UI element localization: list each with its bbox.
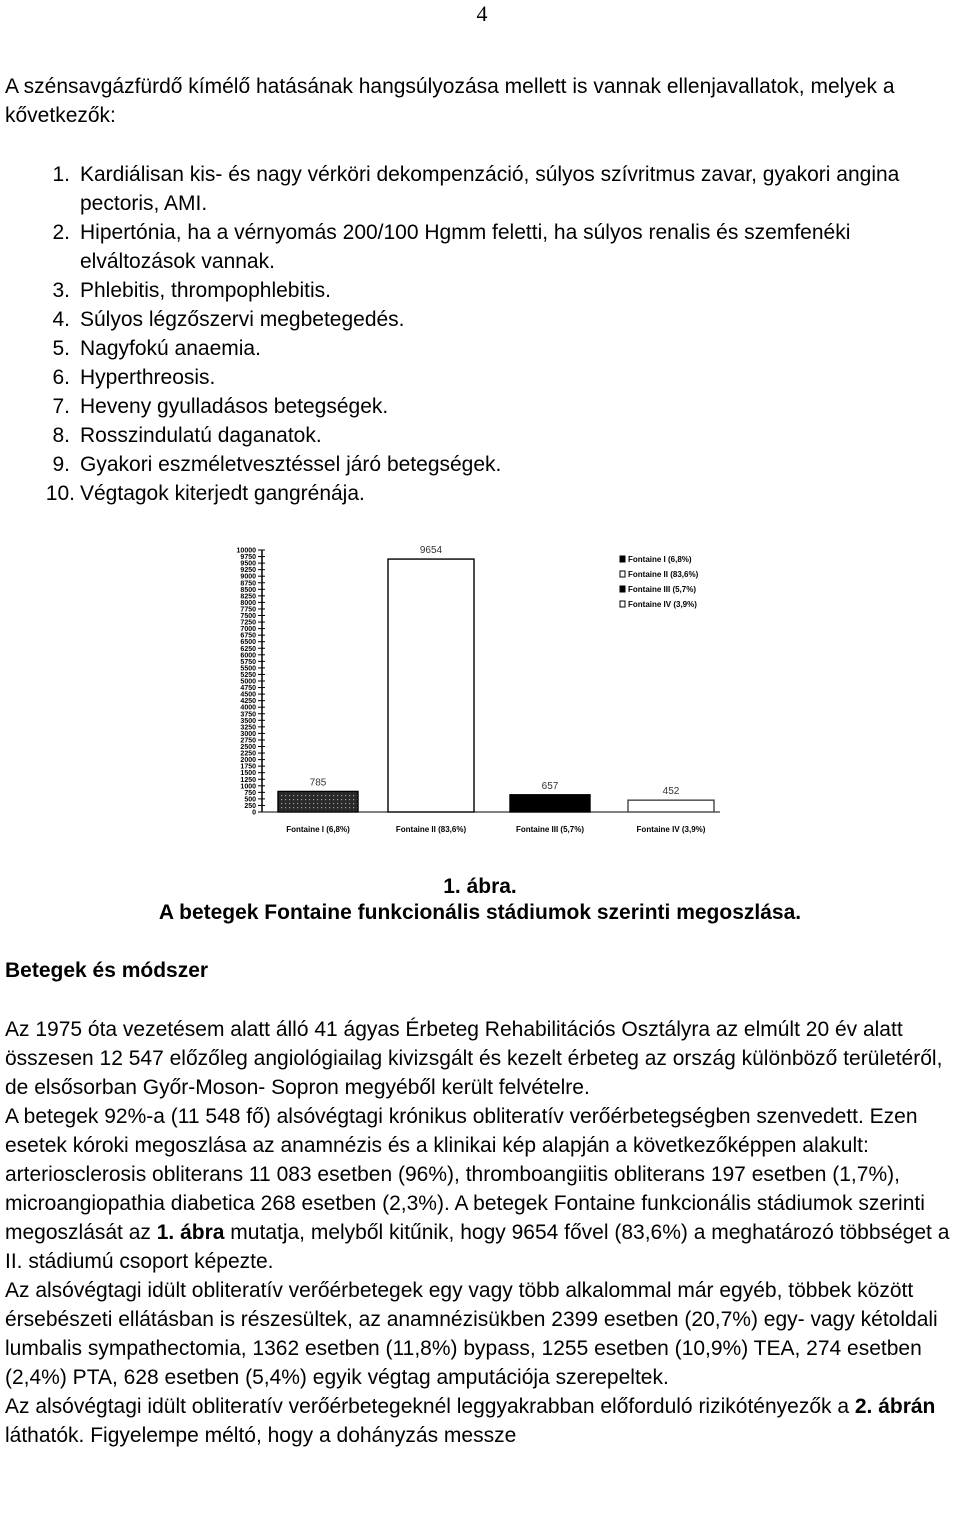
legend-label: Fontaine II (83,6%) (628, 570, 699, 579)
bar (388, 559, 474, 812)
y-tick-label: 10000 (236, 547, 256, 555)
list-item (0, 276, 950, 305)
y-tick-label: 3500 (240, 717, 256, 725)
y-tick-label: 7250 (240, 619, 256, 627)
figure-number: 1. ábra. (443, 875, 517, 898)
y-tick-label: 8000 (240, 599, 256, 607)
paragraph-text: láthatók. Figyelempe méltó, hogy a dohányzás messze (5, 1424, 517, 1447)
y-tick-label: 8250 (240, 593, 256, 601)
y-tick-label: 6250 (240, 645, 256, 653)
list-text: Heveny gyulladásos betegségek. (80, 395, 389, 418)
list-number: 6. (52, 366, 70, 389)
y-tick-label: 3000 (240, 730, 256, 738)
paragraph-text: A betegek 92%-a (11 548 fő) alsóvégtagi krónikus obliteratív verőérbetegségben szenvedett. Ezen esetek kóroki megoszlása az anamnézis és a klinikai kép alapján a következőképpen alakult: arteriosclerosis obliterans 11 083 esetben (96%), thromboangiitis obliterans 197 esetben (1,7%), microangiopathia diabetica 268 esetben (2,3%). A betegek Fontaine funkcionális stádiumok szerinti megoszlását az (5, 1105, 925, 1244)
y-tick-label: 5250 (240, 671, 256, 679)
y-tick-label: 9000 (240, 573, 256, 581)
legend-swatch (620, 571, 625, 577)
y-tick-label: 250 (244, 802, 256, 810)
legend-label: Fontaine IV (3,9%) (628, 600, 697, 609)
list-text: Kardiálisan kis- és nagy vérköri dekompenzáció, súlyos szívritmus zavar, gyakori angina pectoris, AMI. (80, 163, 900, 215)
y-tick-label: 4000 (240, 704, 256, 712)
list-item (0, 334, 950, 363)
list-number: 4. (52, 308, 70, 331)
legend-label: Fontaine III (5,7%) (628, 585, 697, 594)
y-tick-label: 1000 (240, 783, 256, 791)
x-tick-label: Fontaine I (6,8%) (286, 825, 350, 834)
y-tick-label: 2500 (240, 744, 256, 751)
y-tick-label: 3250 (240, 724, 256, 732)
y-tick-label: 8500 (240, 586, 256, 594)
x-tick-label: Fontaine II (83,6%) (395, 825, 467, 834)
list-item (0, 363, 950, 392)
list-text: Rosszindulatú daganatok. (80, 424, 322, 447)
y-tick-label: 750 (244, 789, 256, 797)
y-tick-label: 4250 (240, 698, 256, 706)
y-tick-label: 500 (244, 796, 256, 804)
bar (628, 800, 714, 812)
y-tick-label: 1750 (240, 763, 256, 771)
chart-svg (220, 530, 960, 850)
legend-swatch (620, 586, 625, 592)
figure-reference: 2. ábrán (854, 1395, 936, 1418)
y-tick-label: 2250 (240, 750, 256, 758)
paragraph-text: Az alsóvégtagi idült obliteratív verőérbetegeknél leggyakrabban előforduló rizikótényezők a (5, 1395, 855, 1418)
list-number: 3. (52, 279, 70, 302)
paragraph-text: mutatja, melyből kitűnik, hogy 9654 fővel (83,6%) a meghatározó többséget a II. stádiumú csoport képezte. (5, 1221, 950, 1273)
list-text: Súlyos légzőszervi megbetegedés. (80, 308, 405, 331)
bar (278, 791, 358, 812)
y-tick-label: 6500 (240, 639, 256, 647)
list-item (0, 421, 950, 450)
data-label: 452 (662, 786, 680, 798)
y-tick-label: 3750 (240, 711, 256, 719)
data-label: 657 (541, 780, 559, 792)
y-tick-label: 2000 (240, 757, 256, 765)
y-tick-label: 0 (252, 809, 256, 817)
y-tick-label: 5750 (240, 658, 256, 666)
paragraph: Az 1975 óta vezetésem alatt álló 41 ágyas Érbeteg Rehabilitációs Osztályra az elmúlt 20 év alatt összesen 12 547 előzőleg angiológiailag kivizsgált és kezelt érbeteg az ország különböző területéről, de elsősorban Győr-Moson- Sopron megyéből került felvételre. (5, 1018, 943, 1099)
list-item (0, 305, 950, 334)
list-item (0, 218, 950, 276)
list-item (0, 160, 950, 218)
x-tick-label: Fontaine IV (3,9%) (636, 825, 706, 834)
list-text: Hipertónia, ha a vérnyomás 200/100 Hgmm feletti, ha súlyos renalis és szemfenéki elváltozások vannak. (80, 221, 851, 273)
legend-swatch (620, 556, 625, 562)
list-item (0, 392, 950, 421)
page-number: 4 (476, 1, 488, 26)
list-text: Végtagok kiterjedt gangrénája. (80, 482, 365, 505)
data-label: 785 (309, 777, 327, 789)
list-number: 2. (52, 221, 70, 244)
y-tick-label: 7500 (240, 613, 256, 620)
y-tick-label: 4500 (240, 691, 256, 699)
list-text: Phlebitis, thrompophlebitis. (80, 279, 331, 302)
y-tick-label: 2750 (240, 737, 256, 745)
y-tick-label: 4750 (240, 685, 256, 693)
paragraph (5, 1102, 960, 1276)
list-number: 9. (52, 453, 70, 476)
y-tick-label: 5500 (240, 665, 256, 673)
list-number: 10. (45, 482, 75, 505)
paragraph: Az alsóvégtagi idült obliteratív verőérbetegek egy vagy több alkalommal már egyéb, többek között érsebészeti ellátásban is részesültek, az anamnézisükben 2399 esetben (20,7%) egy- vagy kétoldali lumbalis sympathectomia, 1362 esetben (11,8%) bypass, 1255 esetben (10,9%) TEA, 274 esetben (2,4%) PTA, 628 esetben (5,4%) egyik végtag amputációja szerepeltek. (5, 1279, 938, 1389)
legend-swatch (620, 601, 625, 607)
list-text: Nagyfokú anaemia. (80, 337, 261, 360)
intro-paragraph: A szénsavgázfürdő kímélő hatásának hangsúlyozása mellett is vannak ellenjavallatok, melyek a kővetkezők: (5, 75, 895, 127)
y-tick-label: 9500 (240, 560, 256, 568)
data-label: 9654 (419, 545, 443, 557)
list-number: 5. (52, 337, 70, 360)
y-tick-label: 8750 (240, 580, 256, 588)
list-number: 8. (52, 424, 70, 447)
y-tick-label: 1250 (240, 776, 256, 784)
y-tick-label: 9250 (240, 567, 256, 575)
y-tick-label: 5000 (240, 678, 256, 686)
list-item (0, 479, 950, 508)
figure-caption: A betegek Fontaine funkcionális stádiumok szerinti megoszlása. (158, 901, 802, 924)
list-number: 1. (52, 163, 70, 186)
contraindication-list (0, 160, 950, 508)
legend-label: Fontaine I (6,8%) (628, 555, 692, 564)
y-tick-label: 1500 (240, 770, 256, 778)
list-text: Hyperthreosis. (80, 366, 216, 389)
list-text: Gyakori eszméletvesztéssel járó betegségek. (80, 453, 502, 476)
y-tick-label: 7000 (240, 626, 256, 634)
y-tick-label: 6000 (240, 652, 256, 660)
x-tick-label: Fontaine III (5,7%) (515, 825, 585, 834)
figure-reference: 1. ábra (156, 1221, 225, 1244)
y-tick-label: 9750 (240, 554, 256, 562)
bar (510, 795, 590, 812)
fontaine-bar-chart (220, 530, 960, 850)
y-tick-label: 7750 (240, 606, 256, 614)
legend (620, 555, 699, 609)
paragraph (5, 1392, 960, 1450)
section-heading: Betegek és módszer (5, 959, 209, 982)
y-tick-label: 6750 (240, 632, 256, 640)
list-item (0, 450, 950, 479)
list-number: 7. (52, 395, 70, 418)
body-text (5, 1015, 960, 1450)
